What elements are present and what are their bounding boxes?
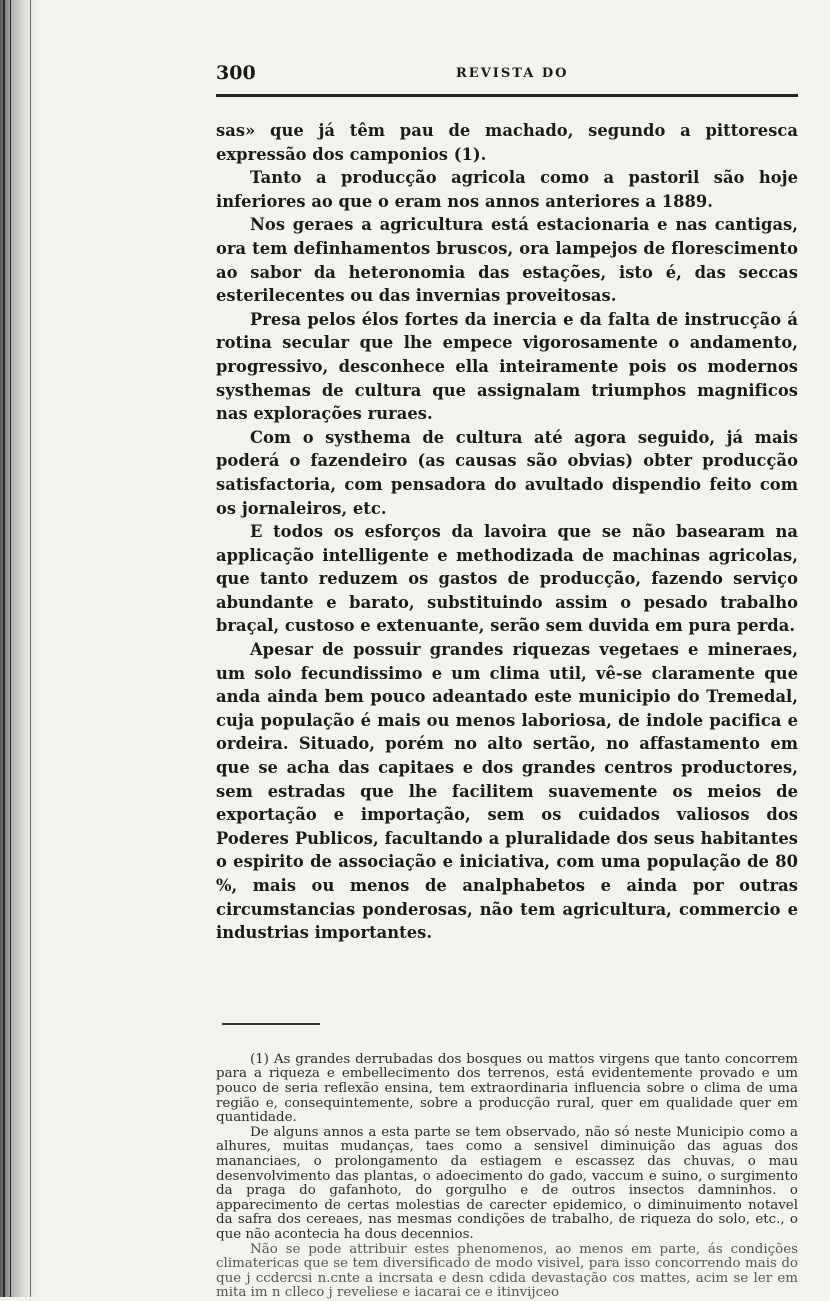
paragraph: E todos os esforços da lavoira que se não basearam na applicação intelligente e methodizada de machinas agricolas, que tanto reduzem os gastos de producção, fazendo serviço abundante e barato, substituindo assim o pesado trabalho braçal, custoso e extenuante, serão sem duvida em pura perda. bbox=[216, 522, 798, 636]
page-number: 300 bbox=[216, 62, 256, 84]
footnote-paragraph: De alguns annos a esta parte se tem observado, não só neste Municipio como a alhures, muitas mudanças, taes como a sensivel diminuição das aguas dos mananciaes, o prolongamento da estiagem e escassez das chuvas, o mau desenvolvimento das plantas, o adoecimento do gado, vaccum e suino, o surgimento da praga do gafanhoto, do gorgulho e de outros insectos damninhos. o apparecimento de certas molestias de carecter epidemico, o diminuimento notavel da safra dos cereaes, nas mesmas condições de trabalho, de riqueza do solo, etc., o que não acontecia ha dous decennios. bbox=[216, 1124, 798, 1242]
book-page bbox=[216, 58, 798, 1301]
footnotes bbox=[216, 1053, 798, 1301]
page-binding-edge bbox=[0, 0, 40, 1297]
paragraph: Nos geraes a agricultura está estacionaria e nas cantigas, ora tem definhamentos bruscos, ora lampejos de florescimento ao sabor da heteronomia das estações, isto é, das seccas esterilecentes ou das invernias proveitosas. bbox=[216, 215, 798, 306]
running-title: REVISTA DO bbox=[456, 66, 569, 81]
page-header bbox=[216, 58, 798, 97]
paragraph: Apesar de possuir grandes riquezas vegetaes e mineraes, um solo fecundissimo e um clima util, vê-se claramente que anda ainda bem pouco adeantado este municipio do Tremedal, cuja população é mais ou menos laboriosa, de indole pacifica e ordeira. Situado, porém no alto sertão, no affastamento em que se acha das capitaes e dos grandes centros productores, sem estradas que lhe facilitem suavemente os meios de exportação e importação, sem os cuidados valiosos dos Poderes Publicos, facultando a pluralidade dos seus habitantes o espirito de associação e iniciativa, com uma população de 80 %, mais ou menos de analphabetos e ainda por outras circumstancias ponderosas, não tem agricultura, commercio e industrias importantes. bbox=[216, 640, 798, 943]
paragraph: Presa pelos élos fortes da inercia e da falta de instrucção á rotina secular que lhe empece vigorosamente o andamento, progressivo, desconhece ella inteiramente pois os modernos systhemas de cultura que assignalam triumphos magnificos nas explorações ruraes. bbox=[216, 309, 798, 424]
main-text bbox=[216, 119, 798, 945]
footnote-paragraph: (1) As grandes derrubadas dos bosques ou mattos virgens que tanto concorrem para a riqueza e embellecimento dos terrenos, está evidentemente provado e um pouco de seria reflexão ensina, tem extraordinaria influencia sobre o clima de uma região e, consequintemente, sobre a producção rural, quer em qualidade quer em quantidade. bbox=[216, 1051, 798, 1126]
paragraph: Com o systhema de cultura até agora seguido, já mais poderá o fazendeiro (as causas são obvias) obter producção satisfactoria, com pensadora do avultado dispendio feito com os jornaleiros, etc. bbox=[216, 427, 798, 518]
paragraph: sas» que já têm pau de machado, segundo a pittoresca expressão dos camponios (1). bbox=[216, 121, 798, 164]
footnote-divider bbox=[222, 1023, 320, 1025]
paragraph: Tanto a producção agricola como a pastoril são hoje inferiores ao que o eram nos annos anteriores a 1889. bbox=[216, 168, 798, 211]
footnote-paragraph: Não se pode attribuir estes phenomenos, ao menos em parte, ás condições climatericas que se tem diversificado de modo visivel, para isso concorrendo mais do que j ccdercsi n.cnte a incrsata e desn cdida devastação cos mattes, acim se ler em mita im n clleco j reveliese e iacarai ce e itinvijceo bbox=[216, 1241, 798, 1301]
